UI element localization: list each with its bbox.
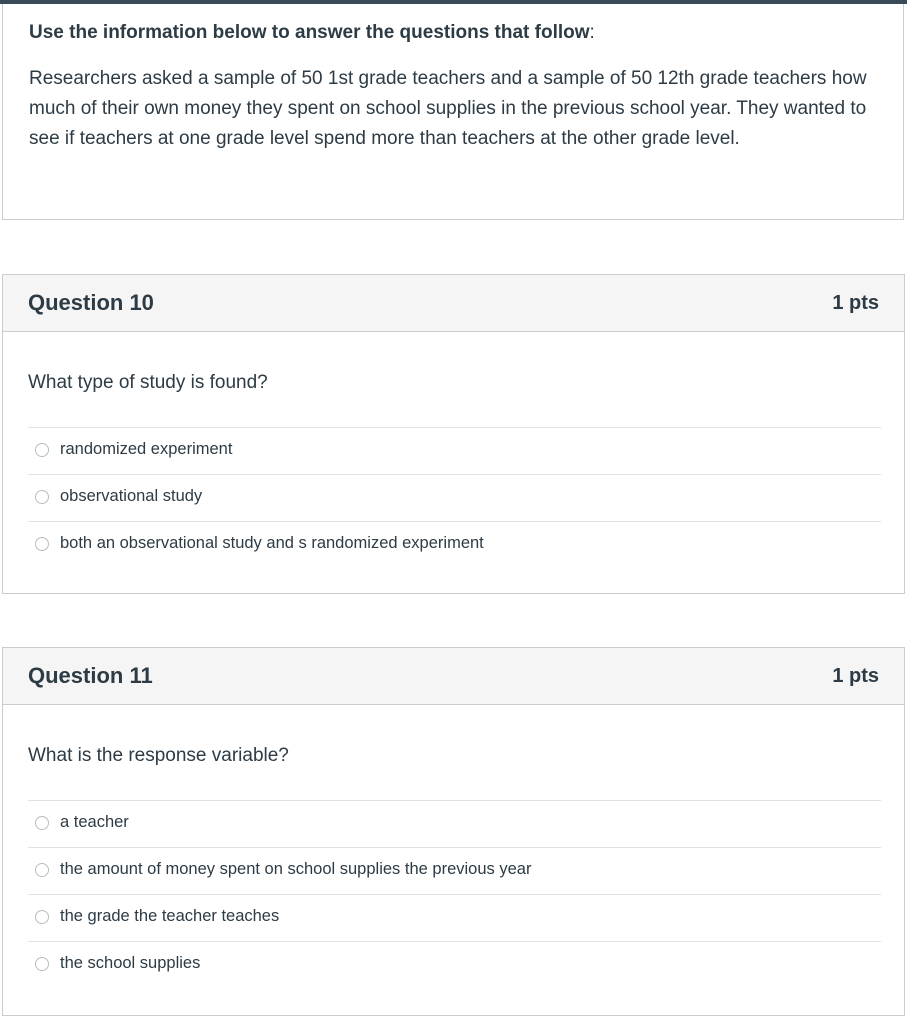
radio-button[interactable] (35, 537, 49, 551)
radio-button[interactable] (35, 443, 49, 457)
question-11 (2, 647, 905, 1016)
radio-button[interactable] (35, 957, 49, 971)
question-points: 1 pts (832, 665, 879, 687)
answer-option[interactable] (28, 800, 881, 847)
answer-option[interactable] (28, 894, 881, 941)
info-heading-colon: : (589, 22, 595, 43)
info-heading (29, 22, 595, 44)
answer-option[interactable] (28, 427, 881, 474)
answer-option[interactable] (28, 941, 881, 988)
answer-label[interactable]: the school supplies (60, 954, 201, 972)
radio-button[interactable] (35, 910, 49, 924)
question-title: Question 10 (28, 290, 154, 315)
question-10 (2, 274, 905, 594)
question-text: What type of study is found? (28, 372, 268, 393)
question-header (3, 648, 904, 705)
info-heading-text: Use the information below to answer the questions that follow (29, 22, 590, 43)
radio-button[interactable] (35, 490, 49, 504)
answer-label[interactable]: the amount of money spent on school supplies the previous year (60, 860, 532, 878)
question-text: What is the response variable? (28, 745, 289, 766)
answer-option[interactable] (28, 847, 881, 894)
answer-label[interactable]: randomized experiment (60, 440, 233, 458)
radio-button[interactable] (35, 816, 49, 830)
answer-label[interactable]: the grade the teacher teaches (60, 907, 280, 925)
question-points: 1 pts (832, 292, 879, 314)
answer-label[interactable]: both an observational study and s randomized experiment (60, 534, 484, 552)
answer-option[interactable] (28, 521, 881, 568)
info-text: Researchers asked a sample of 50 1st grade teachers and a sample of 50 12th grade teachers how much of their own money they spent on school supplies in the previous school year. They wanted to see if teachers at one grade level spend more than teachers at the other grade level. (29, 68, 867, 149)
question-header (3, 275, 904, 332)
radio-button[interactable] (35, 863, 49, 877)
question-title: Question 11 (28, 663, 153, 688)
answer-option[interactable] (28, 474, 881, 521)
info-panel (2, 4, 904, 220)
answer-label[interactable]: a teacher (60, 813, 129, 831)
answer-list (28, 427, 881, 568)
answer-list (28, 800, 881, 988)
answer-label[interactable]: observational study (60, 487, 203, 505)
